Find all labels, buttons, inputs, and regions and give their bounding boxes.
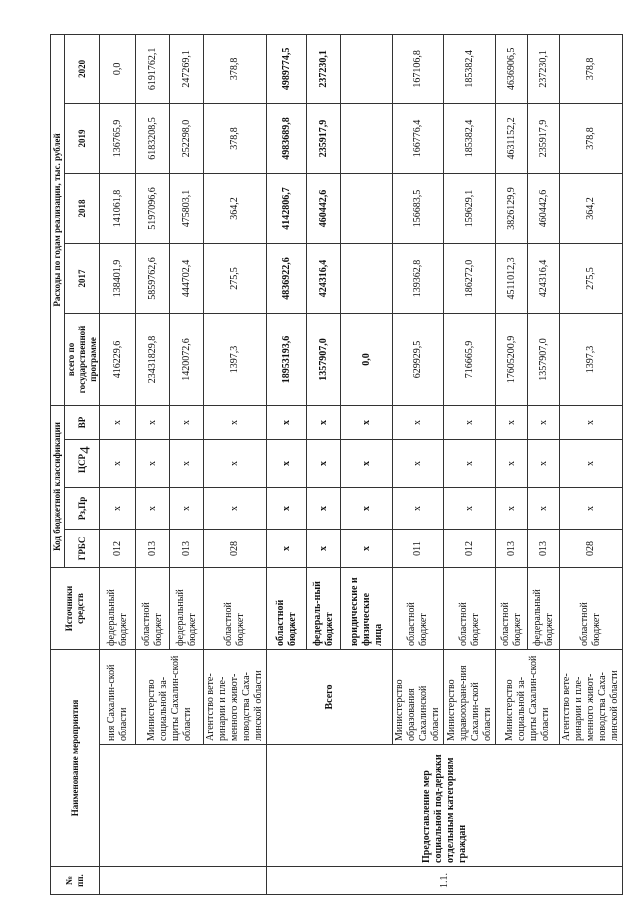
year-cell: 0,0 <box>100 34 136 103</box>
grbs-cell: 013 <box>170 529 204 567</box>
year-cell: 167106,8 <box>393 34 444 103</box>
source-cell: областной бюджет <box>267 567 307 649</box>
source-cell: федеральный бюджет <box>100 567 136 649</box>
vr-cell: x <box>100 405 136 439</box>
executor-cell: Министерство социальной за-щиты Сахалин-ской области <box>496 649 560 744</box>
csr-cell: x <box>393 439 444 487</box>
csr-cell: x <box>528 439 560 487</box>
year-cell: 424316,4 <box>307 243 341 313</box>
header-year: 2018 <box>65 173 100 243</box>
year-cell: 4142806,7 <box>267 173 307 243</box>
grbs-cell: 012 <box>444 529 496 567</box>
rzpr-cell: x <box>496 487 528 529</box>
year-cell: 156683,5 <box>393 173 444 243</box>
year-cell: 424316,4 <box>528 243 560 313</box>
grbs-cell: x <box>307 529 341 567</box>
source-cell: юридические и физические лица <box>341 567 393 649</box>
year-cell: 4511012,3 <box>496 243 528 313</box>
year-cell: 4836922,6 <box>267 243 307 313</box>
source-cell: федераль-ный бюджет <box>307 567 341 649</box>
csr-cell: x <box>560 439 623 487</box>
executor-cell: Агентство вете-ринарии и пле-менного живот-новодства Саха-линской области <box>560 649 623 744</box>
header-total: всего по государственной программе <box>65 313 100 405</box>
vr-cell: x <box>496 405 528 439</box>
year-cell: 475803,1 <box>170 173 204 243</box>
year-cell: 166776,4 <box>393 103 444 173</box>
header-expenses: Расходы по годам реализации, тыс. рублей <box>51 34 65 405</box>
source-cell: областной бюджет <box>496 567 528 649</box>
total-cell: 629929,5 <box>393 313 444 405</box>
year-cell: 3826129,9 <box>496 173 528 243</box>
year-cell: 237230,1 <box>528 34 560 103</box>
executor-cell: Министерство здравоохране-ния Сахалин-ской области <box>444 649 496 744</box>
vr-cell: x <box>393 405 444 439</box>
csr-cell: x <box>496 439 528 487</box>
csr-cell: x <box>307 439 341 487</box>
year-cell <box>341 173 393 243</box>
source-cell: областной бюджет <box>204 567 267 649</box>
vr-cell: x <box>341 405 393 439</box>
year-cell: 237230,1 <box>307 34 341 103</box>
rzpr-cell: x <box>100 487 136 529</box>
rzpr-cell: x <box>136 487 170 529</box>
year-cell: 444702,4 <box>170 243 204 313</box>
year-cell: 235917,9 <box>528 103 560 173</box>
grbs-cell: 013 <box>136 529 170 567</box>
grbs-cell: x <box>267 529 307 567</box>
total-cell: 17605200,9 <box>496 313 528 405</box>
total-cell: 1420072,6 <box>170 313 204 405</box>
page-number: 4 <box>77 446 94 454</box>
year-cell: 378,8 <box>560 34 623 103</box>
header-source: Источники средств <box>51 567 100 649</box>
vr-cell: x <box>444 405 496 439</box>
rzpr-cell: x <box>393 487 444 529</box>
rzpr-cell: x <box>170 487 204 529</box>
source-cell: областной бюджет <box>560 567 623 649</box>
table-row <box>100 34 136 894</box>
vr-cell: x <box>170 405 204 439</box>
grbs-cell: 013 <box>528 529 560 567</box>
empty-name-cell <box>100 745 267 867</box>
total-cell: 416229,6 <box>100 313 136 405</box>
year-cell: 6183208,5 <box>136 103 170 173</box>
header-year: 2019 <box>65 103 100 173</box>
rzpr-cell: x <box>204 487 267 529</box>
year-cell: 186272,0 <box>444 243 496 313</box>
csr-cell: x <box>267 439 307 487</box>
year-cell <box>341 34 393 103</box>
header-vr: ВР <box>65 405 100 439</box>
year-cell: 4983689,8 <box>267 103 307 173</box>
year-cell: 247269,1 <box>170 34 204 103</box>
year-cell: 378,8 <box>204 34 267 103</box>
grbs-cell: x <box>341 529 393 567</box>
year-cell: 6191762,1 <box>136 34 170 103</box>
total-cell: 1357907,0 <box>528 313 560 405</box>
header-csr: ЦСР <box>65 439 100 487</box>
grbs-cell: 012 <box>100 529 136 567</box>
vr-cell: x <box>560 405 623 439</box>
executor-cell: ния Сахалин-ской области <box>100 649 136 744</box>
vr-cell: x <box>528 405 560 439</box>
year-cell: 136765,9 <box>100 103 136 173</box>
year-cell: 275,5 <box>204 243 267 313</box>
rotated-table-wrapper <box>50 35 621 895</box>
source-cell: федеральный бюджет <box>528 567 560 649</box>
total-cell: 0,0 <box>341 313 393 405</box>
grbs-cell: 028 <box>204 529 267 567</box>
year-cell: 138401,9 <box>100 243 136 313</box>
source-cell: областной бюджет <box>444 567 496 649</box>
csr-cell: x <box>204 439 267 487</box>
year-cell: 364,2 <box>560 173 623 243</box>
total-cell: 23431829,8 <box>136 313 170 405</box>
source-cell: областной бюджет <box>393 567 444 649</box>
year-cell: 141061,8 <box>100 173 136 243</box>
year-cell: 4989774,5 <box>267 34 307 103</box>
total-cell: 1357907,0 <box>307 313 341 405</box>
header-no: № пп. <box>51 867 100 895</box>
grbs-cell: 028 <box>560 529 623 567</box>
executor-cell: Агентство вете-ринарии и пле-менного живот-новодства Саха-линской области <box>204 649 267 744</box>
header-name: Наименование мероприятия <box>51 649 100 866</box>
grbs-cell: 011 <box>393 529 444 567</box>
vr-cell: x <box>307 405 341 439</box>
table-row <box>267 34 307 894</box>
total-label: Всего <box>267 649 393 744</box>
year-cell: 378,8 <box>204 103 267 173</box>
source-cell: областной бюджет <box>136 567 170 649</box>
year-cell <box>341 103 393 173</box>
vr-cell: x <box>204 405 267 439</box>
csr-cell: x <box>136 439 170 487</box>
year-cell: 460442,6 <box>528 173 560 243</box>
vr-cell: x <box>267 405 307 439</box>
section-number: 1.1. <box>267 867 623 895</box>
rzpr-cell: x <box>307 487 341 529</box>
year-cell: 139362,8 <box>393 243 444 313</box>
total-cell: 18953193,6 <box>267 313 307 405</box>
total-cell: 1397,3 <box>560 313 623 405</box>
grbs-cell: 013 <box>496 529 528 567</box>
year-cell: 159629,1 <box>444 173 496 243</box>
section-name: Предоставление мер социальной под-держки отдельным категориям граждан <box>267 745 623 867</box>
year-cell: 378,8 <box>560 103 623 173</box>
year-cell: 235917,9 <box>307 103 341 173</box>
executor-cell: Министерство социальной за-щиты Сахалин-ской области <box>136 649 204 744</box>
rzpr-cell: x <box>528 487 560 529</box>
header-budget-code: Код бюджетной классификации <box>51 405 65 567</box>
csr-cell: x <box>341 439 393 487</box>
expenses-table <box>50 34 623 895</box>
header-row-1 <box>51 34 65 894</box>
year-cell: 5197096,6 <box>136 173 170 243</box>
csr-cell: x <box>444 439 496 487</box>
header-rzpr: Рз,Пр <box>65 487 100 529</box>
year-cell: 4631152,2 <box>496 103 528 173</box>
year-cell: 185382,4 <box>444 34 496 103</box>
header-grbs: ГРБС <box>65 529 100 567</box>
year-cell: 460442,6 <box>307 173 341 243</box>
year-cell: 275,5 <box>560 243 623 313</box>
year-cell: 4636906,5 <box>496 34 528 103</box>
empty-no-cell <box>100 867 267 895</box>
vr-cell: x <box>136 405 170 439</box>
total-cell: 716665,9 <box>444 313 496 405</box>
header-year: 2020 <box>65 34 100 103</box>
total-cell: 1397,3 <box>204 313 267 405</box>
year-cell: 5859762,6 <box>136 243 170 313</box>
year-cell: 185382,4 <box>444 103 496 173</box>
source-cell: федеральный бюджет <box>170 567 204 649</box>
year-cell: 252298,0 <box>170 103 204 173</box>
year-cell: 364,2 <box>204 173 267 243</box>
year-cell <box>341 243 393 313</box>
csr-cell: x <box>170 439 204 487</box>
header-year: 2017 <box>65 243 100 313</box>
executor-cell: Министерство образования Сахалинской области <box>393 649 444 744</box>
rzpr-cell: x <box>341 487 393 529</box>
rzpr-cell: x <box>560 487 623 529</box>
rzpr-cell: x <box>444 487 496 529</box>
csr-cell: x <box>100 439 136 487</box>
rzpr-cell: x <box>267 487 307 529</box>
